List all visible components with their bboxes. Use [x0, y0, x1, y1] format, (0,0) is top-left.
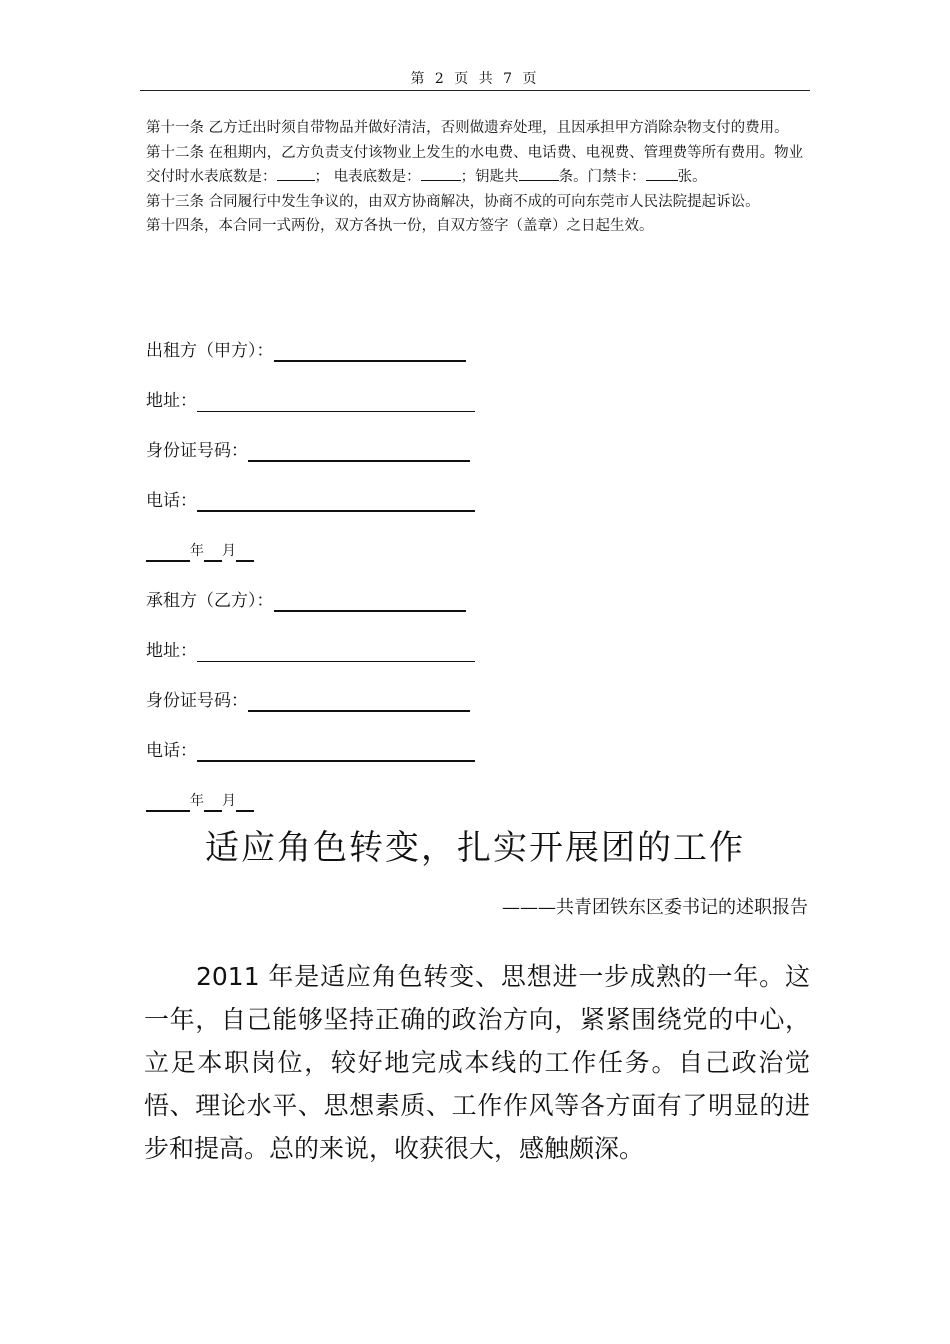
party-a-date-row: [146, 540, 254, 562]
report-subtitle: ———共青团铁东区委书记的述职报告: [502, 897, 808, 918]
party-a-id-row: [146, 440, 470, 462]
party-a-year-label: 年: [190, 543, 204, 559]
clause-14: 第十四条，本合同一式两份，双方各执一份，自双方签字（盖章）之日起生效。: [146, 218, 654, 234]
party-a-phone-row: [146, 490, 475, 512]
party-b-year-line: [146, 794, 190, 812]
page-number-label: 第 2 页 共 7 页: [410, 71, 540, 87]
contract-clauses: [146, 116, 810, 239]
clause-11: 第十一条 乙方迁出时须自带物品并做好清洁，否则做遗弃处理，且因承担甲方消除杂物支付的费用。: [146, 120, 789, 136]
clause-12-text-1: 第十二条 在租期内，乙方负责支付该物业上发生的水电费、电话费、电视费、管理费等所有费用。物业交付时水表底数是：: [146, 144, 804, 185]
party-a-address-line: [197, 393, 475, 412]
party-a-name-line: [274, 342, 466, 362]
party-b-address-row: [146, 640, 475, 662]
clause-12-text-3: ；钥匙共: [460, 169, 519, 185]
water-meter-blank: [277, 166, 315, 181]
clause-12-text-2: ； 电表底数是：: [314, 169, 421, 185]
party-a-id-line: [248, 442, 470, 462]
clause-12-text-4: 条。门禁卡：: [558, 169, 646, 185]
page-header: [140, 70, 810, 91]
party-b-phone-row: [146, 740, 475, 762]
clause-13: 第十三条 合同履行中发生争议的，由双方协商解决，协商不成的可向东莞市人民法院提起诉讼。: [146, 193, 760, 210]
access-card-blank: [646, 166, 678, 181]
party-b-address-line: [197, 643, 475, 662]
electric-meter-blank: [421, 166, 461, 181]
party-b-id-row: [146, 690, 470, 712]
party-a-phone-line: [197, 492, 475, 512]
party-b-date-row: [146, 790, 254, 812]
party-a-address-row: [146, 390, 475, 412]
party-a-year-line: [146, 544, 190, 562]
party-a-id-label: 身份证号码：: [146, 441, 248, 461]
key-count-blank: [519, 166, 559, 181]
party-b-day-line: [236, 794, 254, 812]
clause-12: [146, 141, 810, 190]
party-b-id-line: [248, 692, 470, 712]
party-a-month-label: 月: [222, 543, 236, 559]
party-b-phone-line: [197, 742, 475, 762]
party-b-month-label: 月: [222, 793, 236, 809]
party-a-address-label: 地址：: [146, 391, 197, 411]
party-b-name-label: 承租方（乙方）：: [146, 591, 274, 611]
clause-12-text-5: 张。: [677, 169, 707, 185]
party-b-name-line: [274, 592, 466, 612]
party-a-name-row: [146, 340, 466, 362]
party-a-name-label: 出租方（甲方）：: [146, 341, 274, 361]
report-paragraph: 2011 年是适应角色转变、思想进一步成熟的一年。这一年，自己能够坚持正确的政治方向，紧紧围绕党的中心，立足本职岗位，较好地完成本线的工作任务。自己政治觉悟、理论水平、思想素质、工作作风等各方面有了明显的进步和提高。总的来说，收获很大，感触颇深。: [144, 962, 810, 1163]
party-a-month-line: [204, 544, 222, 562]
party-a-phone-label: 电话：: [146, 491, 197, 511]
party-b-id-label: 身份证号码：: [146, 691, 248, 711]
report-title: 适应角色转变，扎实开展团的工作: [205, 828, 745, 868]
party-b-month-line: [204, 794, 222, 812]
party-b-address-label: 地址：: [146, 641, 197, 661]
party-b-year-label: 年: [190, 793, 204, 809]
party-b-name-row: [146, 590, 466, 612]
party-a-day-line: [236, 544, 254, 562]
party-b-phone-label: 电话：: [146, 741, 197, 761]
